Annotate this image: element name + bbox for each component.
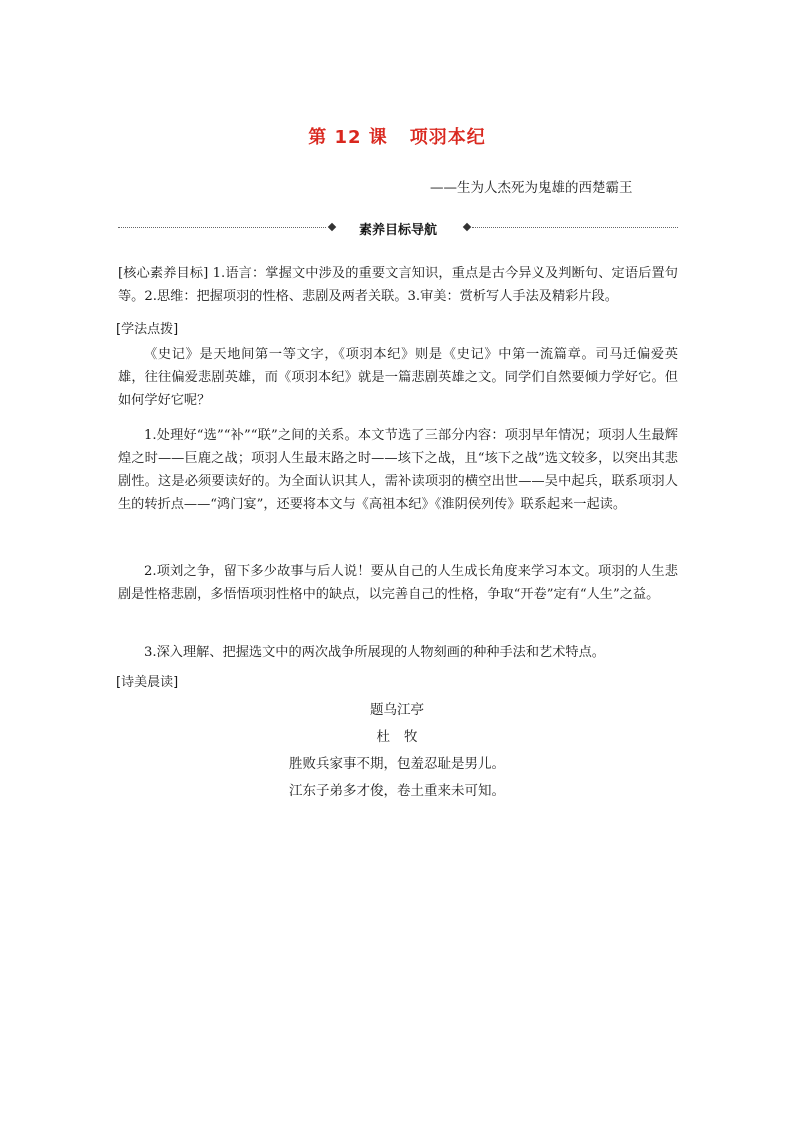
study-tip-point-1: 1.处理好“选”“补”“联”之间的关系。本文节选了三部分内容：项羽早年情况；项羽人生最辉煌之时——巨鹿之战；项羽人生最末路之时——垓下之战，且“垓下之战”选文较多，以突出其悲剧性。这是必须要读好的。为全面认识其人，需补读项羽的横空出世——吴中起兵，联系项羽人生的转折点——“鸿门宴”，还要将本文与《高祖本纪》《淮阴侯列传》联系起来一起读。	[118, 428, 678, 512]
study-tip-point-2: 2.项刘之争，留下多少故事与后人说！要从自己的人生成长角度来学习本文。项羽的人生悲剧是性格悲剧，多悟悟项羽性格中的缺点，以完善自己的性格，争取“开卷”定有“人生”之益。	[118, 564, 678, 602]
lesson-subtitle: ——生为人杰死为鬼雄的西楚霸王	[430, 180, 633, 196]
core-goals-text: 1.语言：掌握文中涉及的重要文言知识，重点是古今异义及判断句、定语后置句等。2.思维：把握项羽的性格、悲剧及两者关联。3.审美：赏析写人手法及精彩片段。	[118, 266, 678, 304]
divider-line-right	[472, 227, 678, 228]
lesson-title	[0, 123, 794, 149]
core-goals-tag: [核心素养目标]	[118, 266, 209, 281]
author-given: 杜	[376, 729, 390, 745]
poem-title: 题乌江亭	[370, 702, 424, 718]
lesson-name: 项羽本纪	[409, 127, 486, 148]
poem-section-tag: [诗美晨读]	[116, 675, 179, 690]
study-tips-tag: [学法点拨]	[116, 322, 179, 337]
section-divider	[118, 219, 678, 237]
author-name: 牧	[404, 729, 418, 745]
section-heading: 素养目标导航	[358, 223, 437, 238]
core-goals-paragraph	[118, 262, 678, 308]
poem-line-2: 江东子弟多才俊，卷土重来未可知。	[289, 783, 505, 799]
lesson-number: 第 12 课	[308, 127, 388, 148]
poem-author	[0, 725, 794, 745]
study-tip-point-3: 3.深入理解、把握选文中的两次战争所展现的人物刻画的种种手法和艺术特点。	[144, 645, 605, 660]
study-tips-intro: 《史记》是天地间第一等文字，《项羽本纪》则是《史记》中第一流篇章。司马迁偏爱英雄，往往偏爱悲剧英雄，而《项羽本纪》就是一篇悲剧英雄之文。同学们自然要倾力学好它。但如何学好它呢？	[118, 347, 678, 408]
poem-line-1: 胜败兵家事不期，包羞忍耻是男儿。	[289, 756, 505, 772]
